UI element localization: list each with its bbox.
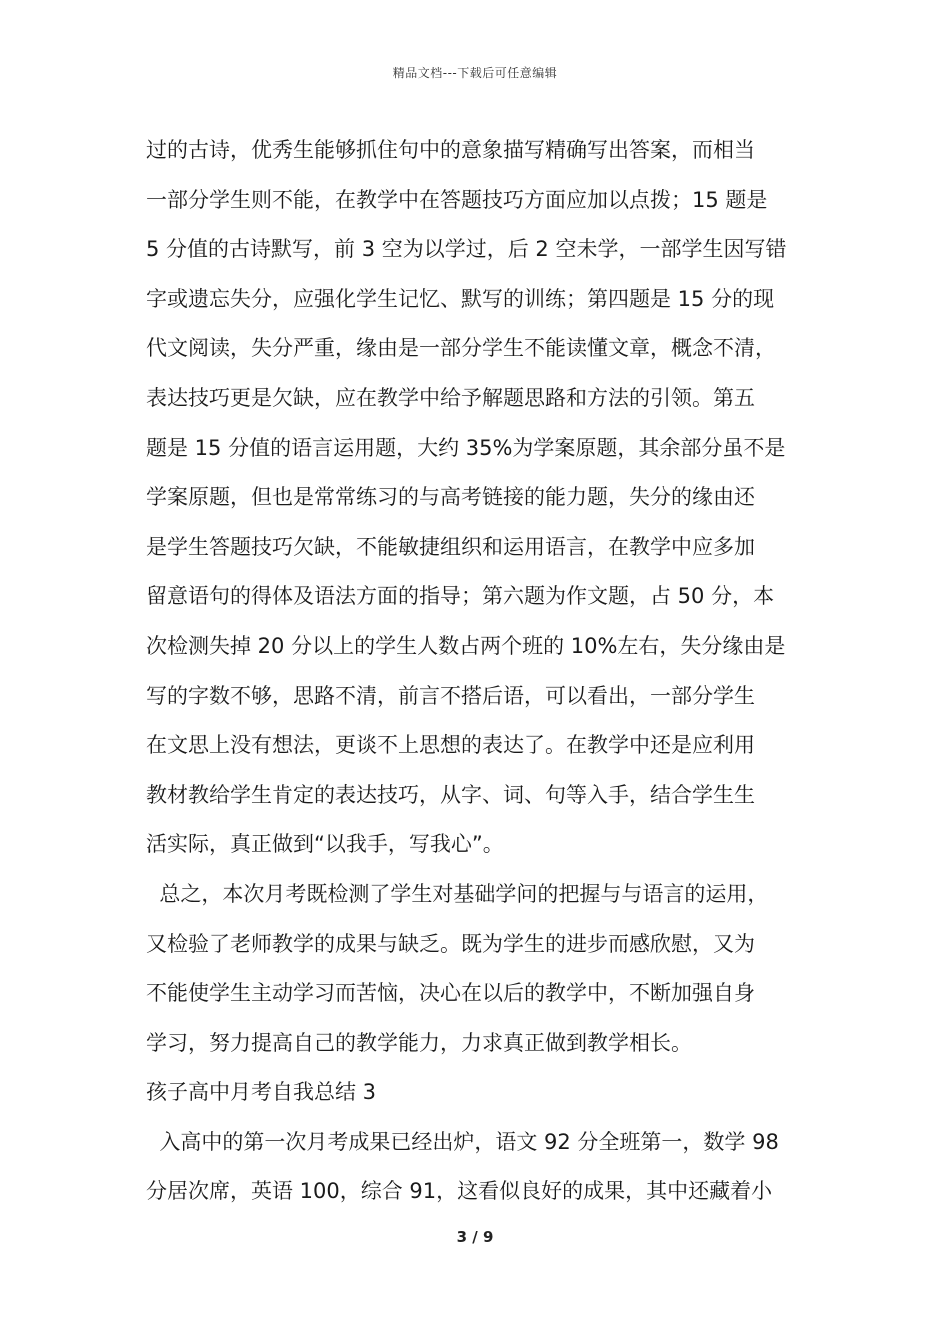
text-line: 过的古诗，优秀生能够抓住句中的意象描写精确写出答案，而相当 <box>146 138 755 162</box>
text-line: 学案原题，但也是常常练习的与高考链接的能力题，失分的缘由还 <box>146 485 755 510</box>
text-line: 不能使学生主动学习而苦恼，决心在以后的教学中，不断加强自身 <box>146 981 755 1006</box>
text-line: 总之，本次月考既检测了学生对基础学问的把握与与语言的运用， <box>146 881 769 906</box>
text-line: 又检验了老师教学的成果与缺乏。既为学生的进步而感欣慰，又为 <box>146 931 755 956</box>
text-line: 分居次席，英语 100，综合 91，这看似良好的成果，其中还藏着小 <box>146 1179 773 1204</box>
page-header: 精品文档---下载后可任意编辑 <box>392 66 558 80</box>
text-line: 一部分学生则不能，在教学中在答题技巧方面应加以点拨；15 题是 <box>146 187 768 212</box>
text-line: 学习，努力提高自己的教学能力，力求真正做到教学相长。 <box>146 1030 692 1055</box>
text-line: 是学生答题技巧欠缺，不能敏捷组织和运用语言，在教学中应多加 <box>146 534 755 559</box>
text-line: 代文阅读，失分严重，缘由是一部分学生不能读懂文章，概念不清， <box>146 336 776 361</box>
text-line: 题是 15 分值的语言运用题，大约 35%为学案原题，其余部分虽不是 <box>146 435 786 460</box>
text-line: 写的字数不够，思路不清，前言不搭后语，可以看出，一部分学生 <box>146 683 755 708</box>
page-number: 3 / 9 <box>456 1228 494 1246</box>
text-line: 5 分值的古诗默写，前 3 空为以学过，后 2 空未学，一部学生因写错 <box>146 237 787 262</box>
text-line: 入高中的第一次月考成果已经出炉，语文 92 分全班第一，数学 98 <box>146 1129 779 1154</box>
section-heading: 孩子高中月考自我总结 3 <box>146 1080 377 1105</box>
text-line: 教材教给学生肯定的表达技巧，从字、词、句等入手，结合学生生 <box>146 782 755 807</box>
paragraph-summary <box>146 870 816 1068</box>
text-line: 留意语句的得体及语法方面的指导；第六题为作文题，占 50 分，本 <box>146 584 775 609</box>
text-line: 表达技巧更是欠缺，应在教学中给予解题思路和方法的引领。第五 <box>146 385 755 410</box>
text-line: 在文思上没有想法，更谈不上思想的表达了。在教学中还是应利用 <box>146 733 755 758</box>
text-line: 次检测失掉 20 分以上的学生人数占两个班的 10%左右，失分缘由是 <box>146 633 786 658</box>
text-line: 活实际，真正做到“以我手，写我心”。 <box>146 832 504 857</box>
paragraph-exam-analysis <box>146 126 816 870</box>
text-line: 字或遗忘失分，应强化学生记忆、默写的训练；第四题是 15 分的现 <box>146 286 775 311</box>
paragraph-monthly-exam <box>146 1118 816 1217</box>
document-body <box>146 126 816 1217</box>
